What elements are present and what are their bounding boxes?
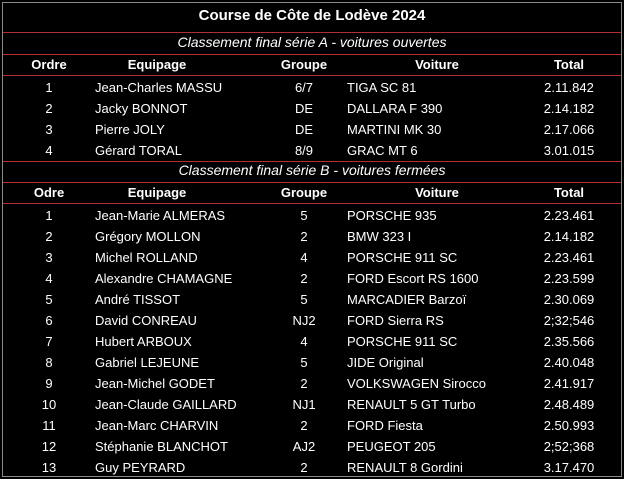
cell-voiture: PORSCHE 911 SC (347, 250, 458, 265)
cell-equipage: Jacky BONNOT (95, 101, 188, 116)
table-row (3, 352, 621, 373)
cell-voiture: FORD Fiesta (347, 418, 423, 433)
table-row (3, 373, 621, 394)
cell-total: 2.23.599 (543, 271, 595, 286)
cell-total: 2.35.566 (543, 334, 595, 349)
cell-equipage: André TISSOT (95, 292, 181, 307)
cell-equipage: Gérard TORAL (95, 143, 182, 158)
cell-voiture: MARCADIER Barzoï (347, 292, 467, 307)
cell-voiture: VOLKSWAGEN Sirocco (347, 376, 486, 391)
table-row (3, 247, 621, 268)
cell-groupe: 4 (300, 250, 308, 265)
cell-groupe: DE (294, 122, 314, 137)
cell-ordre: 7 (45, 334, 53, 349)
cell-total: 2.48.489 (543, 397, 595, 412)
header-ordre: Ordre (31, 57, 67, 72)
cell-equipage: Hubert ARBOUX (95, 334, 192, 349)
cell-voiture: FORD Escort RS 1600 (347, 271, 479, 286)
page-title: Course de Côte de Lodève 2024 (198, 7, 426, 24)
table-row (3, 457, 621, 478)
cell-groupe: 2 (300, 376, 308, 391)
cell-groupe: 8/9 (294, 143, 314, 158)
cell-total: 2.23.461 (543, 250, 595, 265)
cell-groupe: 2 (300, 271, 308, 286)
cell-ordre: 3 (45, 250, 53, 265)
cell-ordre: 4 (45, 143, 53, 158)
cell-voiture: BMW 323 I (347, 229, 412, 244)
cell-voiture: JIDE Original (347, 355, 424, 370)
cell-groupe: DE (294, 101, 314, 116)
cell-equipage: David CONREAU (95, 313, 197, 328)
cell-equipage: Jean-Claude GAILLARD (95, 397, 237, 412)
cell-ordre: 2 (45, 229, 53, 244)
cell-voiture: PORSCHE 911 SC (347, 334, 458, 349)
cell-ordre: 3 (45, 122, 53, 137)
cell-groupe: 2 (300, 418, 308, 433)
cell-voiture: PORSCHE 935 (347, 208, 437, 223)
cell-equipage: Guy PEYRARD (95, 460, 186, 475)
cell-ordre: 13 (41, 460, 57, 475)
cell-total: 3.01.015 (543, 143, 595, 158)
divider (3, 32, 621, 33)
cell-ordre: 5 (45, 292, 53, 307)
cell-total: 2.11.842 (544, 80, 594, 95)
cell-groupe: 2 (300, 229, 308, 244)
cell-equipage: Grégory MOLLON (95, 229, 201, 244)
cell-ordre: 1 (45, 208, 53, 223)
header-groupe: Groupe (280, 185, 328, 200)
cell-equipage: Jean-Charles MASSU (95, 80, 223, 95)
cell-equipage: Jean-Marie ALMERAS (95, 208, 226, 223)
header-total: Total (553, 185, 585, 200)
cell-voiture: MARTINI MK 30 (347, 122, 442, 137)
cell-equipage: Gabriel LEJEUNE (95, 355, 200, 370)
table-row (3, 268, 621, 289)
table-row (3, 226, 621, 247)
cell-equipage: Jean-Michel GODET (95, 376, 215, 391)
header-voiture: Voiture (415, 185, 459, 200)
table-row (3, 289, 621, 310)
cell-equipage: Michel ROLLAND (95, 250, 198, 265)
cell-ordre: 10 (41, 397, 57, 412)
cell-voiture: RENAULT 8 Gordini (347, 460, 463, 475)
series-a-header-row (3, 54, 621, 75)
cell-groupe: 5 (300, 208, 308, 223)
table-row (3, 331, 621, 352)
table-row (3, 119, 621, 140)
cell-groupe: NJ1 (292, 397, 316, 412)
cell-ordre: 6 (45, 313, 53, 328)
table-row (3, 394, 621, 415)
series-b-header-row (3, 182, 621, 203)
cell-total: 2.30.069 (543, 292, 595, 307)
cell-total: 2.17.066 (543, 122, 595, 137)
table-row (3, 436, 621, 457)
table-row (3, 205, 621, 226)
series-a-title: Classement final série A - voitures ouvertes (177, 34, 447, 50)
cell-voiture: TIGA SC 81 (347, 80, 417, 95)
cell-equipage: Jean-Marc CHARVIN (95, 418, 219, 433)
header-total: Total (553, 57, 585, 72)
header-equipage: Equipage (127, 57, 187, 72)
divider (3, 203, 621, 204)
cell-groupe: 2 (300, 460, 308, 475)
cell-ordre: 11 (42, 418, 56, 433)
cell-total: 2;52;368 (543, 439, 595, 454)
divider (3, 75, 621, 76)
cell-groupe: 6/7 (294, 80, 314, 95)
cell-groupe: AJ2 (292, 439, 316, 454)
table-row (3, 140, 621, 161)
header-ordre: Odre (33, 185, 65, 200)
cell-voiture: PEUGEOT 205 (347, 439, 436, 454)
cell-groupe: 5 (300, 355, 308, 370)
cell-total: 2.41.917 (543, 376, 595, 391)
cell-total: 2;32;546 (543, 313, 595, 328)
header-equipage: Equipage (127, 185, 187, 200)
cell-equipage: Pierre JOLY (95, 122, 165, 137)
cell-voiture: RENAULT 5 GT Turbo (347, 397, 476, 412)
series-b-title: Classement final série B - voitures fermées (178, 162, 446, 178)
results-sheet (2, 2, 622, 477)
cell-voiture: GRAC MT 6 (347, 143, 418, 158)
cell-total: 2.40.048 (543, 355, 595, 370)
table-row (3, 415, 621, 436)
header-groupe: Groupe (280, 57, 328, 72)
cell-ordre: 2 (45, 101, 53, 116)
cell-total: 2.23.461 (543, 208, 595, 223)
cell-ordre: 9 (45, 376, 53, 391)
table-row (3, 310, 621, 331)
cell-total: 2.14.182 (543, 229, 595, 244)
cell-groupe: NJ2 (292, 313, 316, 328)
cell-ordre: 1 (45, 80, 53, 95)
cell-total: 2.50.993 (543, 418, 595, 433)
cell-voiture: DALLARA F 390 (347, 101, 443, 116)
cell-ordre: 4 (45, 271, 53, 286)
cell-total: 3.17.470 (543, 460, 595, 475)
cell-ordre: 8 (45, 355, 53, 370)
cell-total: 2.14.182 (543, 101, 595, 116)
cell-equipage: Stéphanie BLANCHOT (95, 439, 228, 454)
cell-ordre: 12 (41, 439, 57, 454)
cell-groupe: 4 (300, 334, 308, 349)
cell-equipage: Alexandre CHAMAGNE (95, 271, 233, 286)
cell-voiture: FORD Sierra RS (347, 313, 444, 328)
cell-groupe: 5 (300, 292, 308, 307)
table-row (3, 98, 621, 119)
table-row (3, 77, 621, 98)
header-voiture: Voiture (415, 57, 459, 72)
